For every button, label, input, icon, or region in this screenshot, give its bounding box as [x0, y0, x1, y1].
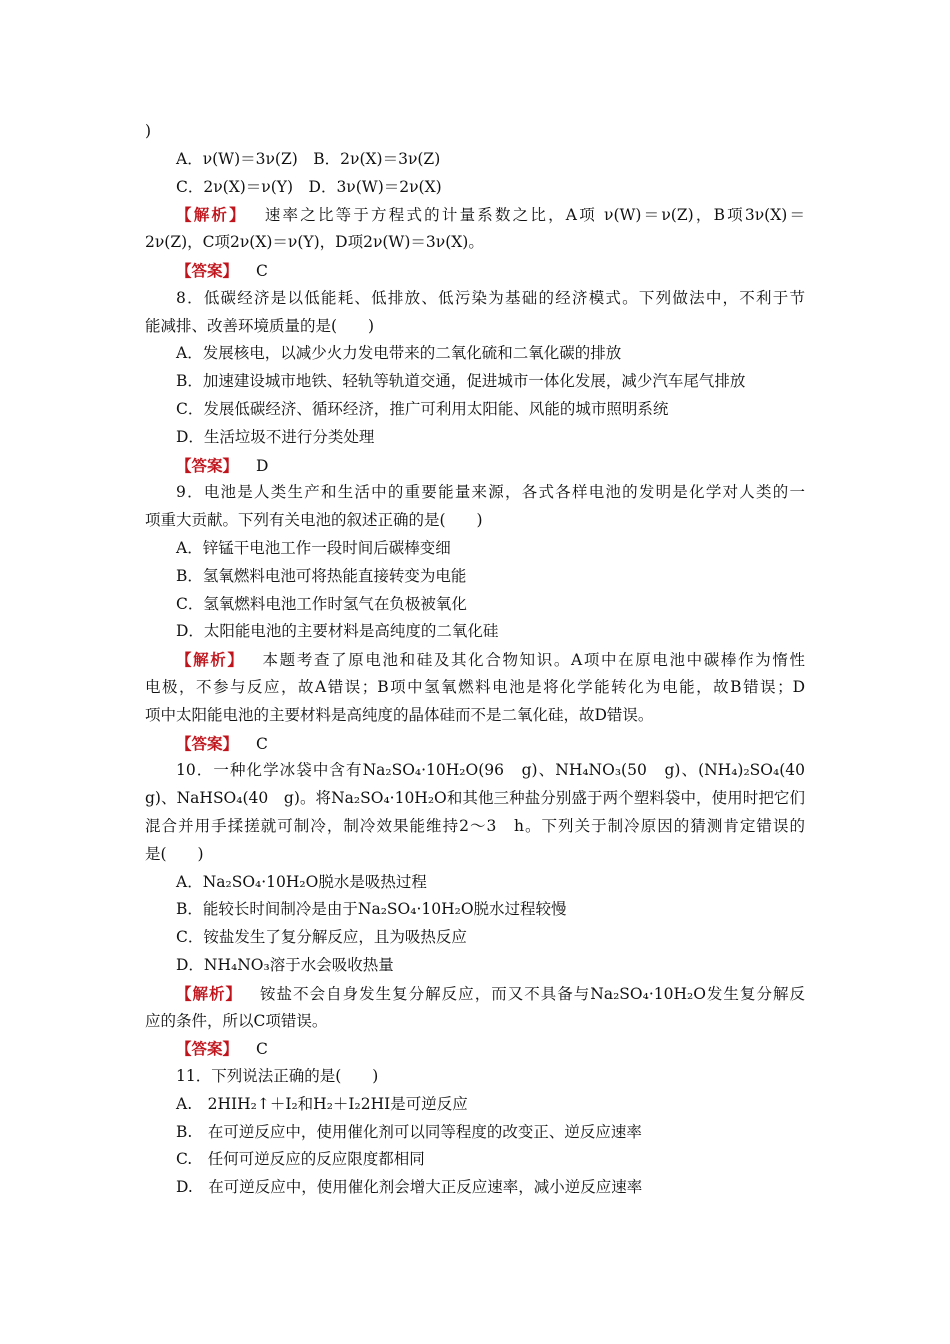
line-text: D．生活垃圾不进行分类处理 — [176, 427, 375, 446]
text-line — [145, 1008, 805, 1036]
line-text: A．锌锰干电池工作一段时间后碳棒变细 — [176, 538, 451, 557]
label-tag: 【解析】 — [176, 205, 247, 225]
line-text: C．发展低碳经济、循环经济，推广可利用太阳能、风能的城市照明系统 — [176, 399, 669, 418]
line-text: 是( ) — [145, 844, 204, 863]
line-text: C — [256, 734, 268, 753]
label-tag: 【答案】 — [176, 1039, 239, 1059]
line-text: C．铵盐发生了复分解反应，且为吸热反应 — [176, 928, 467, 947]
line-text: 混合并用手揉搓就可制冷，制冷效果能维持2～3 h。下列关于制冷原因的猜测肯定错误的 — [145, 816, 805, 835]
line-text: ) — [145, 122, 152, 140]
line-text: C. 任何可逆反应的反应限度都相同 — [176, 1150, 425, 1169]
line-text: D. 在可逆反应中，使用催化剂会增大正反应速率，减小逆反应速率 — [176, 1178, 643, 1197]
line-text: 10．一种化学冰袋中含有Na₂SO₄·10H₂O(96 g)、NH₄NO₃(50 g)、(NH₄)₂SO₄(40 — [176, 761, 805, 780]
line-text: g)、NaHSO₄(40 g)。将Na₂SO₄·10H₂O和其他三种盐分别盛于两个塑料袋中，使用时把它们 — [145, 789, 805, 808]
text-line — [145, 702, 805, 730]
text-line — [145, 1146, 805, 1174]
line-text: C — [256, 261, 268, 280]
text-line — [145, 980, 805, 1008]
text-line — [145, 1119, 805, 1147]
text-line — [145, 674, 805, 702]
line-text: A．ν(W)＝3ν(Z) B．2ν(X)＝3ν(Z) — [176, 149, 441, 168]
text-line — [145, 896, 805, 924]
line-text: C．氢氧燃料电池工作时氢气在负极被氧化 — [176, 594, 467, 613]
line-text: A. 2HIH₂↑＋I₂和H₂＋I₂2HI是可逆反应 — [176, 1094, 468, 1113]
text-line — [145, 174, 805, 202]
line-text: 项中太阳能电池的主要材料是高纯度的晶体硅而不是二氧化硅，故D错误。 — [145, 705, 654, 724]
label-tag: 【解析】 — [176, 650, 245, 670]
line-text: D．NH₄NO₃溶于水会吸收热量 — [176, 955, 394, 974]
text-line — [145, 813, 805, 841]
text-line — [145, 730, 805, 758]
document-page — [145, 118, 805, 1202]
text-line — [145, 785, 805, 813]
line-text: 2ν(Z)，C项2ν(X)＝ν(Y)，D项2ν(W)＝3ν(X)。 — [145, 233, 484, 252]
text-line — [145, 924, 805, 952]
line-text: C — [256, 1040, 268, 1059]
text-line — [145, 869, 805, 897]
line-text: B．能较长时间制冷是由于Na₂SO₄·10H₂O脱水过程较慢 — [176, 900, 567, 919]
text-line — [145, 368, 805, 396]
line-text: B. 在可逆反应中，使用催化剂可以同等程度的改变正、逆反应速率 — [176, 1122, 642, 1141]
line-text: 8．低碳经济是以低能耗、低排放、低污染为基础的经济模式。下列做法中，不利于节 — [176, 288, 805, 307]
text-line — [145, 257, 805, 285]
line-text: D — [256, 456, 269, 475]
text-line — [145, 479, 805, 507]
text-line — [145, 618, 805, 646]
text-line — [145, 452, 805, 480]
text-line — [145, 285, 805, 313]
line-text: B．氢氧燃料电池可将热能直接转变为电能 — [176, 566, 467, 585]
text-line — [145, 1063, 805, 1091]
text-line — [145, 118, 805, 146]
text-line — [145, 535, 805, 563]
text-line — [145, 563, 805, 591]
line-text: 9．电池是人类生产和生活中的重要能量来源，各式各样电池的发明是化学对人类的一 — [176, 483, 805, 502]
text-line — [145, 952, 805, 980]
text-line — [145, 1174, 805, 1202]
text-line — [145, 229, 805, 257]
text-line — [145, 507, 805, 535]
line-text: A．Na₂SO₄·10H₂O脱水是吸热过程 — [176, 872, 427, 891]
line-text: B．加速建设城市地铁、轻轨等轨道交通，促进城市一体化发展，减少汽车尾气排放 — [176, 372, 746, 391]
line-text: 能减排、改善环境质量的是( ) — [145, 316, 375, 335]
label-tag: 【答案】 — [176, 733, 239, 753]
text-line — [145, 201, 805, 229]
text-line — [145, 396, 805, 424]
text-line — [145, 313, 805, 341]
text-line — [145, 146, 805, 174]
line-text: 项重大贡献。下列有关电池的叙述正确的是( ) — [145, 511, 483, 530]
text-line — [145, 1091, 805, 1119]
line-text: 本题考查了原电池和硅及其化合物知识。A项中在原电池中碳棒作为惰性 — [262, 651, 805, 670]
line-text: C．2ν(X)＝ν(Y) D．3ν(W)＝2ν(X) — [176, 177, 442, 196]
text-line — [145, 591, 805, 619]
label-tag: 【答案】 — [176, 260, 239, 280]
label-tag: 【答案】 — [176, 455, 239, 475]
label-tag: 【解析】 — [176, 983, 243, 1003]
text-line — [145, 646, 805, 674]
line-text: 11．下列说法正确的是( ) — [176, 1067, 379, 1086]
text-line — [145, 757, 805, 785]
text-line — [145, 841, 805, 869]
line-text: 速率之比等于方程式的计量系数之比，A项 ν(W)＝ν(Z)，B项3ν(X)＝ — [264, 206, 805, 225]
text-line — [145, 1035, 805, 1063]
line-text: 电极，不参与反应，故A错误；B项中氢氧燃料电池是将化学能转化为电能，故B错误；D — [145, 677, 805, 696]
line-text: 铵盐不会自身发生复分解反应，而又不具备与Na₂SO₄·10H₂O发生复分解反 — [260, 984, 805, 1003]
text-line — [145, 424, 805, 452]
text-line — [145, 340, 805, 368]
line-text: 应的条件，所以C项错误。 — [145, 1011, 328, 1030]
line-text: A．发展核电，以减少火力发电带来的二氧化硫和二氧化碳的排放 — [176, 344, 622, 363]
line-text: D．太阳能电池的主要材料是高纯度的二氧化硅 — [176, 622, 499, 641]
